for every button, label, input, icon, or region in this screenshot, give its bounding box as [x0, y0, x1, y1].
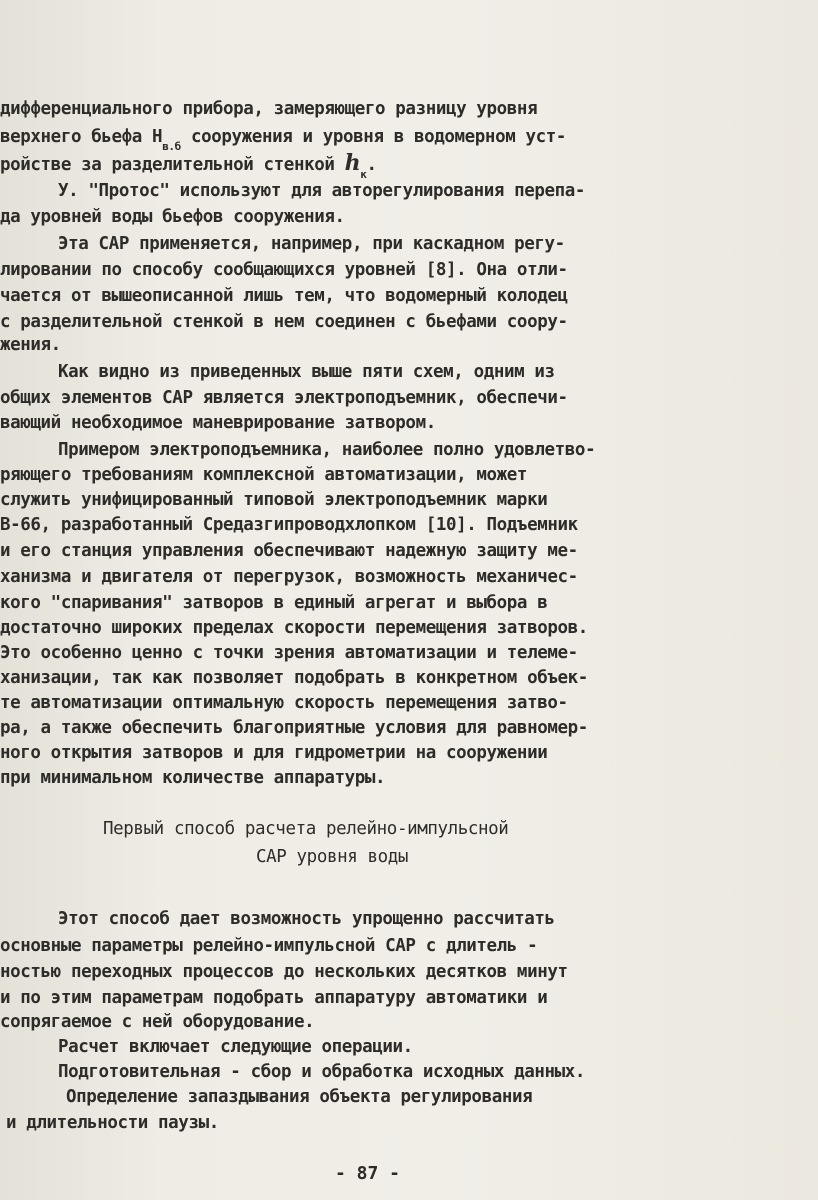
subscript: в.б	[162, 140, 181, 153]
section-title-line2: САР уровня воды	[256, 847, 409, 867]
text-line: да уровней воды бьефов сооружения.	[0, 207, 345, 227]
text-line	[0, 150, 377, 181]
text-line: кого "спаривания" затворов в единый агрегат и выбора в	[0, 593, 548, 613]
text-line: В-66, разработанный Средазгипроводхлопком [10]. Подъемник	[0, 515, 578, 535]
text-line: с разделительной стенкой в нем соединен с бьефами соору-	[0, 312, 568, 332]
text-line: ханизации, так как позволяет подобрать в конкретном объек-	[0, 668, 588, 688]
text-line: общих элементов САР является электроподъемник, обеспечи-	[0, 388, 568, 408]
text-line: сопрягаемое с ней оборудование.	[0, 1012, 315, 1032]
text-line	[0, 126, 567, 153]
text-line: Это особенно ценно с точки зрения автоматизации и телеме-	[0, 643, 578, 663]
text-line: достаточно широких пределах скорости перемещения затворов.	[0, 618, 588, 638]
text-fragment: .	[366, 155, 377, 175]
text-line: при минимальном количестве аппаратуры.	[0, 768, 386, 788]
text-line: и по этим параметрам подобрать аппаратуру автоматики и	[0, 988, 548, 1008]
text-fragment: ройстве за разделительной стенкой	[0, 155, 335, 175]
text-line: лировании по способу сообщающихся уровней [8]. Она отли-	[0, 260, 568, 280]
text-line: ного открытия затворов и для гидрометрии на сооружении	[0, 743, 548, 763]
text-line: дифференциального прибора, замеряющего разницу уровня	[0, 99, 538, 119]
text-fragment: верхнего бьефа Н	[0, 127, 163, 147]
text-line: основные параметры релейно-импульсной САР с длитель -	[0, 936, 538, 956]
text-line: Этот способ дает возможность упрощенно рассчитать	[58, 909, 555, 929]
text-fragment: сооружения и уровня в водомерном уст-	[180, 127, 567, 147]
text-line: ностью переходных процессов до нескольких десятков минут	[0, 962, 568, 982]
text-line: жения.	[0, 335, 61, 355]
text-line: Расчет включает следующие операции.	[58, 1037, 413, 1057]
text-line: Подготовительная - сбор и обработка исходных данных.	[58, 1062, 586, 1082]
math-symbol: h	[344, 150, 361, 176]
text-line: Примером электроподъемника, наиболее полно удовлетво-	[58, 440, 596, 460]
text-line: и его станция управления обеспечивают надежную защиту ме-	[0, 541, 578, 561]
page-number: - 87 -	[335, 1163, 401, 1184]
text-line: ряющего требованиям комплексной автоматизации, может	[0, 465, 528, 485]
text-line: Эта САР применяется, например, при каскадном регу-	[58, 234, 565, 254]
text-line: служить унифицированный типовой электроподъемник марки	[0, 490, 548, 510]
text-line: чается от вышеописанной лишь тем, что водомерный колодец	[0, 286, 568, 306]
text-line: вающий необходимое маневрирование затвором.	[0, 413, 436, 433]
text-line: ханизма и двигателя от перегрузок, возможность механичес-	[0, 567, 578, 587]
text-line: и длительности паузы.	[6, 1113, 219, 1133]
subscript: к	[360, 168, 367, 181]
text-line: Определение запаздывания объекта регулирования	[66, 1087, 533, 1107]
text-line: У. "Протос" используют для авторегулирования перепа-	[58, 181, 586, 201]
text-line: те автоматизации оптимальную скорость перемещения затво-	[0, 693, 568, 713]
text-line: ра, а также обеспечить благоприятные условия для равномер-	[0, 718, 588, 738]
text-line: Как видно из приведенных выше пяти схем, одним из	[58, 362, 555, 382]
section-title: Первый способ расчета релейно-импульсной	[103, 819, 509, 839]
